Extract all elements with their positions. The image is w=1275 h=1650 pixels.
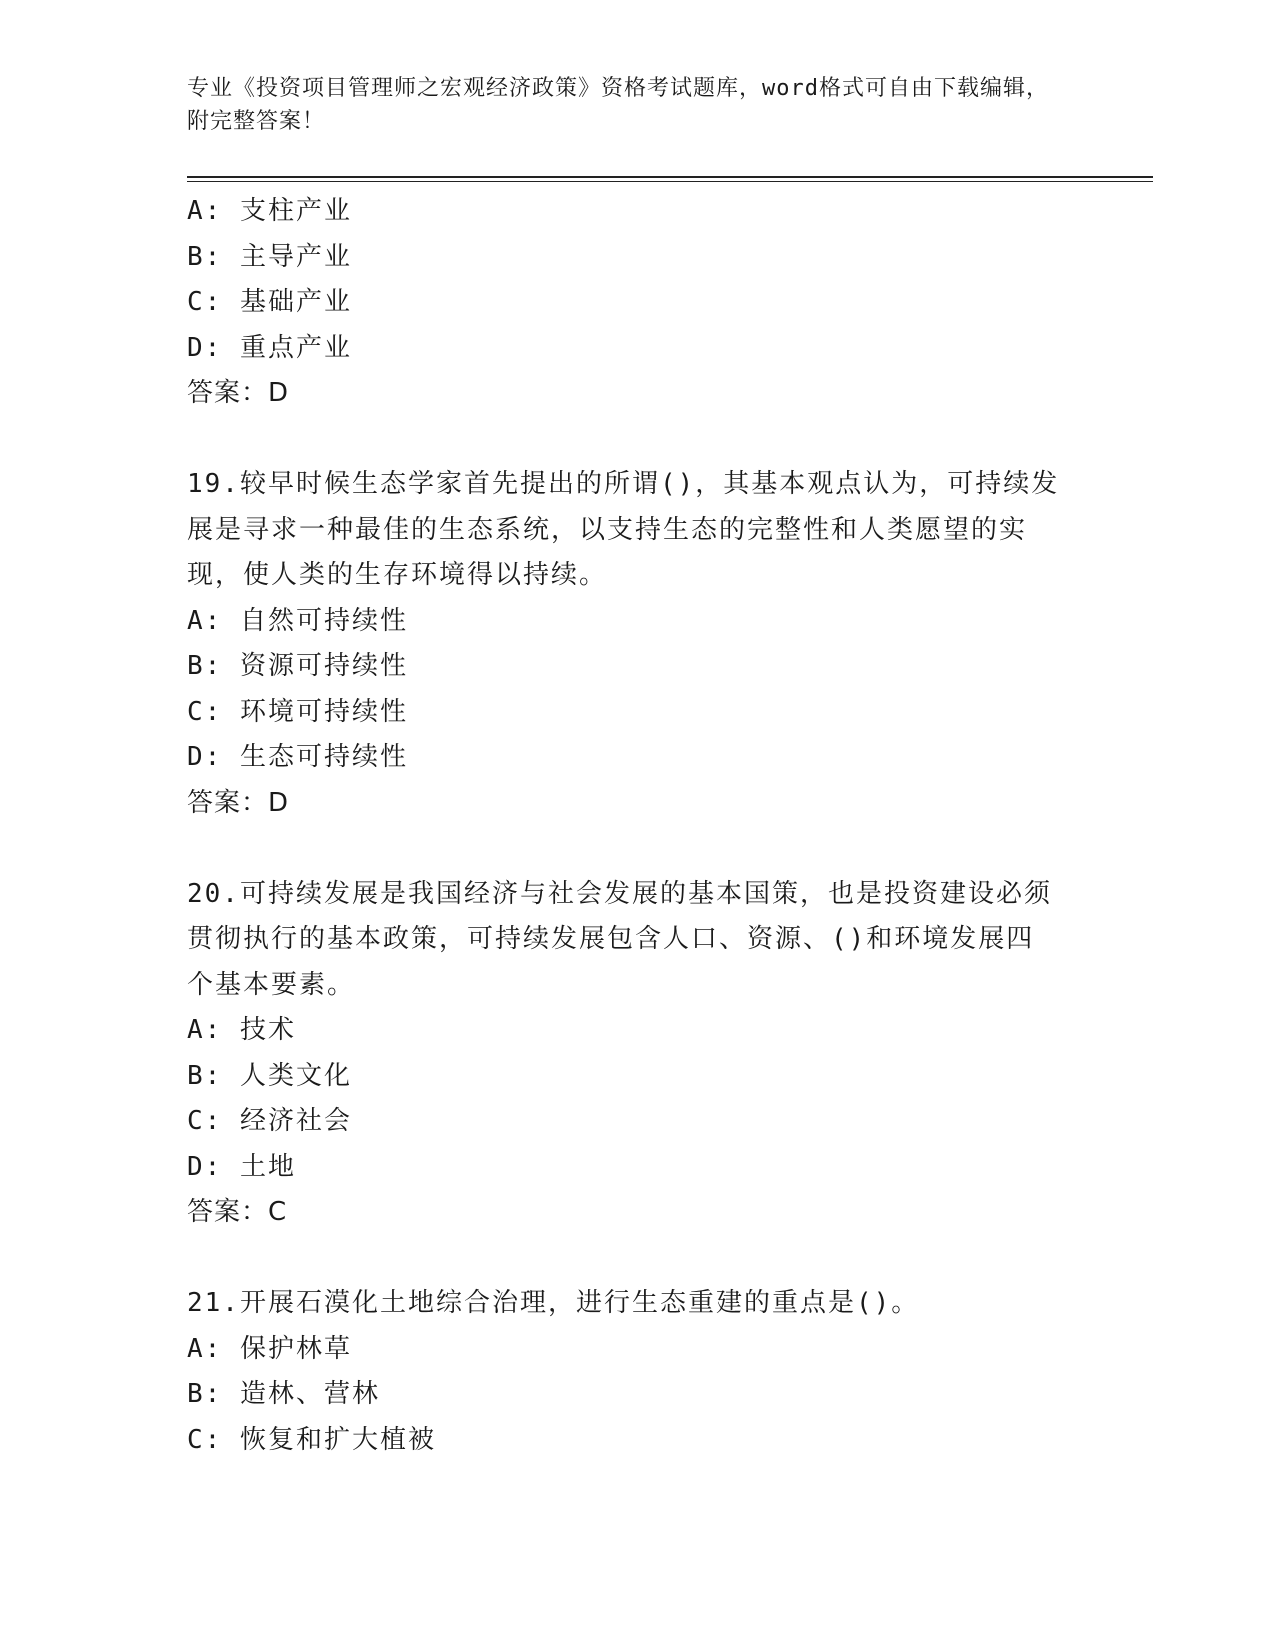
header-rule-thick	[187, 176, 1153, 178]
question-stem-line: 20.可持续发展是我国经济与社会发展的基本国策，也是投资建设必须	[187, 878, 1052, 909]
question-stem-line: 21.开展石漠化土地综合治理，进行生态重建的重点是()。	[187, 1288, 920, 1318]
question-stem-line: 贯彻执行的基本政策，可持续发展包含人口、资源、()和环境发展四	[187, 924, 1035, 954]
question-stem-line: 现，使人类的生存环境得以持续。	[187, 560, 608, 590]
option-b: B: 造林、营林	[187, 1379, 380, 1409]
header-rule-thin	[187, 181, 1153, 182]
option-d: D: 生态可持续性	[187, 742, 408, 772]
option-b: B: 资源可持续性	[187, 651, 408, 681]
option-c: C: 基础产业	[187, 287, 352, 317]
question-stem-line: 19.较早时候生态学家首先提出的所谓()，其基本观点认为，可持续发	[187, 469, 1060, 499]
question-19	[187, 462, 1087, 826]
option-b: B: 人类文化	[187, 1060, 352, 1091]
question-stem-line: 展是寻求一种最佳的生态系统，以支持生态的完整性和人类愿望的实	[187, 514, 1028, 545]
question-18-tail	[187, 189, 1087, 417]
document-header: 专业《投资项目管理师之宏观经济政策》资格考试题库，word格式可自由下载编辑，附完整答案！	[187, 76, 1049, 134]
option-a: A: 技术	[187, 1015, 296, 1045]
question-stem-line: 个基本要素。	[187, 969, 356, 1000]
option-d: D: 土地	[187, 1151, 296, 1182]
option-a: A: 支柱产业	[187, 196, 352, 226]
option-a: A: 自然可持续性	[187, 605, 408, 636]
spacer	[187, 826, 1087, 872]
option-c: C: 环境可持续性	[187, 696, 408, 727]
question-21	[187, 1281, 1087, 1463]
answer-line: 答案：C	[187, 1197, 288, 1227]
option-d: D: 重点产业	[187, 332, 352, 363]
spacer	[187, 1236, 1087, 1282]
option-b: B: 主导产业	[187, 241, 352, 272]
option-c: C: 恢复和扩大植被	[187, 1424, 436, 1455]
option-a: A: 保护林草	[187, 1333, 352, 1364]
answer-line: 答案：D	[187, 787, 290, 818]
answer-line: 答案：D	[187, 378, 290, 408]
document-body	[187, 189, 1087, 1463]
spacer	[187, 417, 1087, 463]
option-c: C: 经济社会	[187, 1106, 352, 1136]
question-20	[187, 872, 1087, 1236]
